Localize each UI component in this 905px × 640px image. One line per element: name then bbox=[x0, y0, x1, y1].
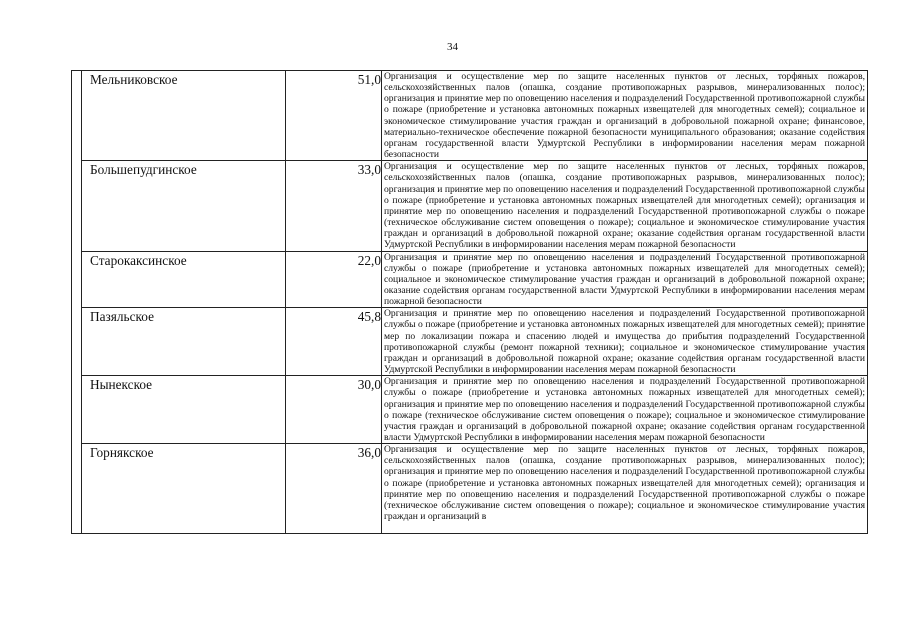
page-number: 34 bbox=[447, 41, 458, 53]
funding-amount: 45,8 bbox=[286, 308, 382, 376]
table-row bbox=[72, 444, 868, 534]
table-row bbox=[72, 251, 868, 308]
measures-description: Организация и осуществление мер по защите населенных пунктов от лесных, торфяных пожаров, сельскохозяйственных палов (опашка, создание противопожарных разрывов, минерализованных полос); организация и принятие мер по оповещению населения и подразделений Государственной противопожарной службы о пожаре (приобретение и установка автономных пожарных извещателей для многодетных семей); организация и принятие мер по оповещению населения и подразделений Государственной противопожарной службы о пожаре (техническое обслуживание систем оповещения о пожаре); социальное и экономическое стимулирование участия граждан и организаций в bbox=[382, 444, 868, 534]
table-row bbox=[72, 376, 868, 444]
measures-description: Организация и принятие мер по оповещению населения и подразделений Государственной противопожарной службы о пожаре (приобретение и установка автономных пожарных извещателей для многодетных семей); социальное и экономическое стимулирование участия граждан и организаций в добровольной пожарной охране; оказание содействия органам государственной власти Удмуртской Республики в информировании населения мерам пожарной безопасности bbox=[382, 251, 868, 308]
measures-description: Организация и принятие мер по оповещению населения и подразделений Государственной противопожарной службы о пожаре (приобретение и установка автономных пожарных извещателей для многодетных семей); организация и принятие мер по оповещению населения и подразделений Государственной противопожарной службы о пожаре (техническое обслуживание систем оповещения о пожаре); социальное и экономическое стимулирование участия граждан и организаций в добровольной пожарной охране; оказание содействия органам государственной власти Удмуртской Республики в информировании населения мерам пожарной безопасности bbox=[382, 376, 868, 444]
fire-safety-measures-table bbox=[71, 70, 868, 534]
settlement-name: Нынекское bbox=[82, 376, 286, 444]
funding-amount: 36,0 bbox=[286, 444, 382, 534]
settlement-name: Горнякское bbox=[82, 444, 286, 534]
table-row bbox=[72, 308, 868, 376]
measures-description: Организация и принятие мер по оповещению населения и подразделений Государственной противопожарной службы о пожаре (приобретение и установка автономных пожарных извещателей для многодетных семей); принятие мер по локализации пожара и спасению людей и имущества до прибытия подразделений Государственной противопожарной службы (ремонт пожарной техники); социальное и экономическое стимулирование участия граждан и организаций в добровольной пожарной охране; оказание содействия органам государственной власти Удмуртской Республики в информировании населения мерам пожарной безопасности bbox=[382, 308, 868, 376]
settlement-name: Старокаксинское bbox=[82, 251, 286, 308]
settlement-name: Пазяльское bbox=[82, 308, 286, 376]
table-row bbox=[72, 161, 868, 251]
funding-amount: 22,0 bbox=[286, 251, 382, 308]
funding-amount: 33,0 bbox=[286, 161, 382, 251]
funding-amount: 30,0 bbox=[286, 376, 382, 444]
measures-description: Организация и осуществление мер по защите населенных пунктов от лесных, торфяных пожаров, сельскохозяйственных палов (опашка, создание противопожарных разрывов, минерализованных полос); организация и принятие мер по оповещению населения и подразделений Государственной противопожарной службы о пожаре (приобретение и установка автономных пожарных извещателей для многодетных семей); социальное и экономическое стимулирование участия граждан и организаций в добровольной пожарной охране; финансовое, материально-техническое обеспечение пожарной безопасности муниципального образования; оказание содействия органам государственной власти Удмуртской Республики в информировании населения мерам пожарной безопасности bbox=[382, 71, 868, 161]
row-number-column bbox=[72, 71, 82, 534]
settlement-name: Мельниковское bbox=[82, 71, 286, 161]
table-row bbox=[72, 71, 868, 161]
settlement-name: Большепудгинское bbox=[82, 161, 286, 251]
measures-description: Организация и осуществление мер по защите населенных пунктов от лесных, торфяных пожаров, сельскохозяйственных палов (опашка, создание противопожарных разрывов, минерализованных полос); организация и принятие мер по оповещению населения и подразделений Государственной противопожарной службы о пожаре (приобретение и установка автономных пожарных извещателей для многодетных семей); организация и принятие мер по оповещению населения и подразделений Государственной противопожарной службы о пожаре (техническое обслуживание систем оповещения о пожаре); социальное и экономическое стимулирование участия граждан и организаций в добровольной пожарной охране; оказание содействия органам государственной власти Удмуртской Республики в информировании населения мерам пожарной безопасности bbox=[382, 161, 868, 251]
funding-amount: 51,0 bbox=[286, 71, 382, 161]
